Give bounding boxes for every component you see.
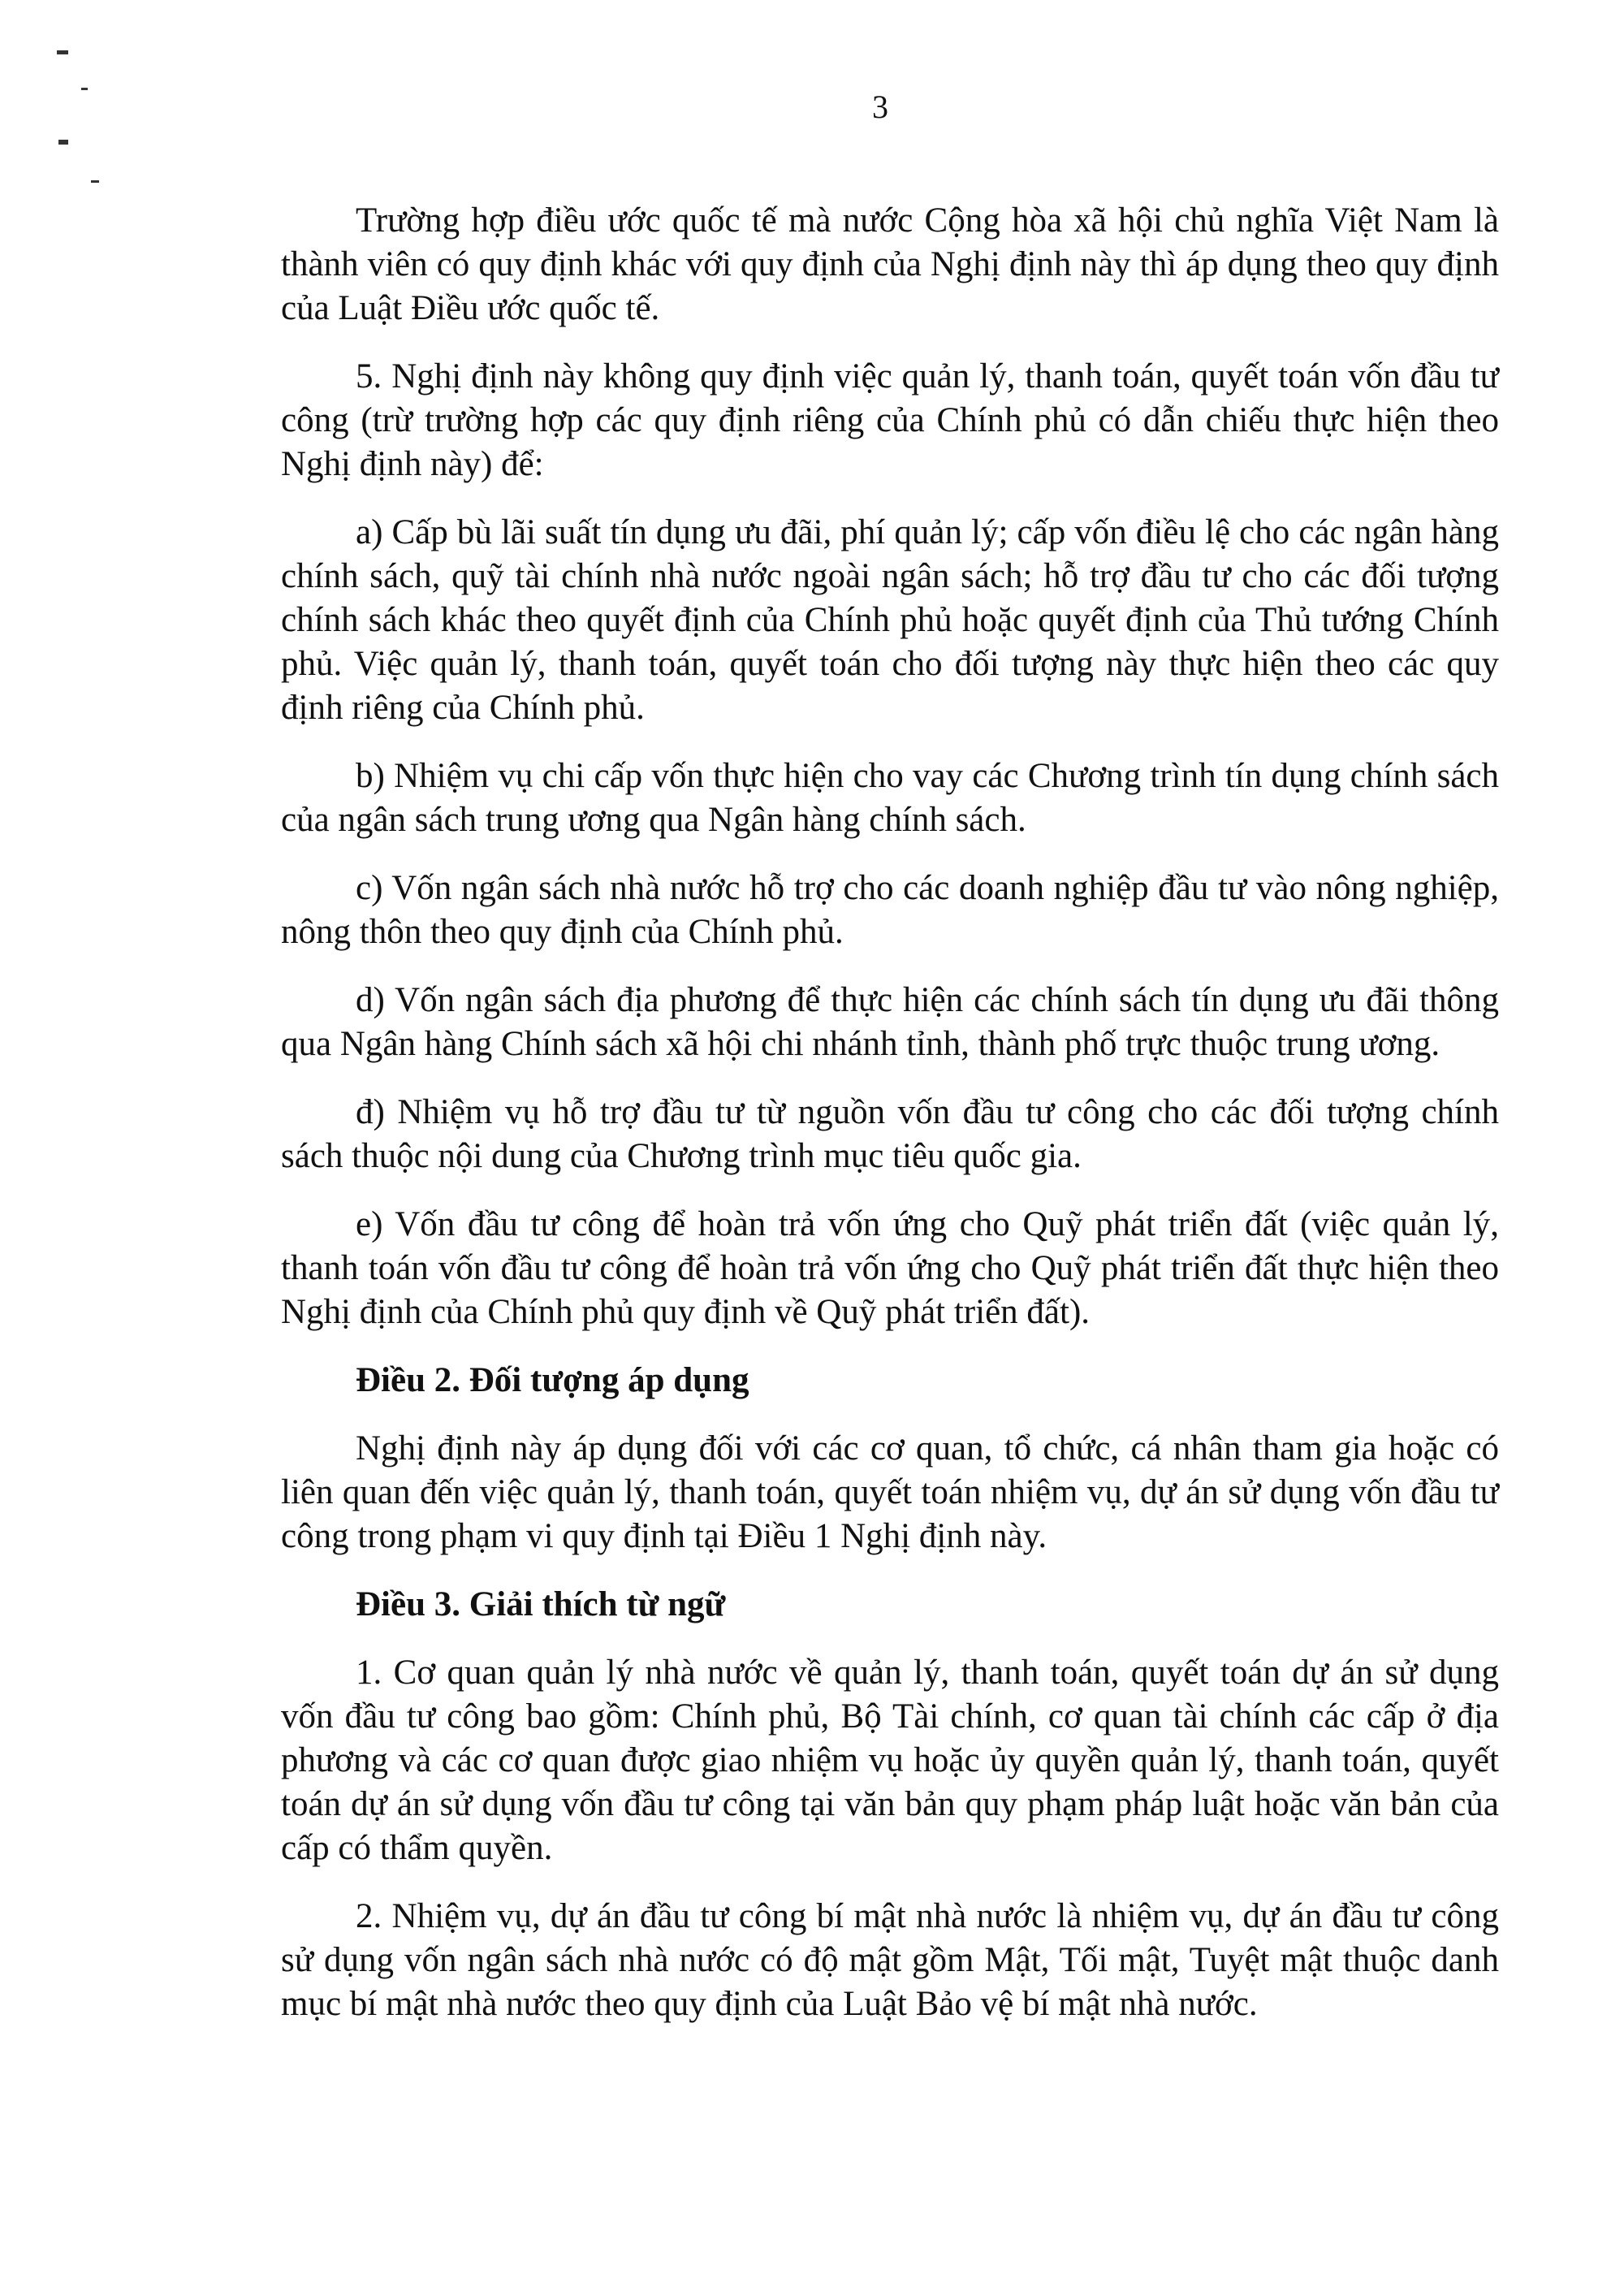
scan-mark: [57, 50, 68, 54]
article-3-item-2: 2. Nhiệm vụ, dự án đầu tư công bí mật nhà nước là nhiệm vụ, dự án đầu tư công sử dụng vốn ngân sách nhà nước có độ mật gồm Mật, Tối mật, Tuyệt mật thuộc danh mục bí mật nhà nước theo quy định của Luật Bảo vệ bí mật nhà nước.: [281, 1897, 1499, 2023]
page-number: 3: [872, 89, 888, 125]
paragraph-item-a: a) Cấp bù lãi suất tín dụng ưu đãi, phí quản lý; cấp vốn điều lệ cho các ngân hàng chính sách, quỹ tài chính nhà nước ngoài ngân sách; hỗ trợ đầu tư cho các đối tượng chính sách khác theo quyết định của Chính phủ hoặc quyết định của Thủ tướng Chính phủ. Việc quản lý, thanh toán, quyết toán cho đối tượng này thực hiện theo các quy định riêng của Chính phủ.: [281, 513, 1499, 727]
paragraph-item-b: b) Nhiệm vụ chi cấp vốn thực hiện cho vay các Chương trình tín dụng chính sách của ngân sách trung ương qua Ngân hàng chính sách.: [281, 757, 1499, 839]
paragraph-clause-5: 5. Nghị định này không quy định việc quản lý, thanh toán, quyết toán vốn đầu tư công (trừ trường hợp các quy định riêng của Chính phủ có dẫn chiếu thực hiện theo Nghị định này) để:: [281, 357, 1499, 483]
scan-mark: [91, 180, 99, 183]
article-2-heading: Điều 2. Đối tượng áp dụng: [356, 1361, 749, 1399]
paragraph-item-c: c) Vốn ngân sách nhà nước hỗ trợ cho các doanh nghiệp đầu tư vào nông nghiệp, nông thôn theo quy định của Chính phủ.: [281, 869, 1499, 951]
paragraph-item-dd: đ) Nhiệm vụ hỗ trợ đầu tư từ nguồn vốn đầu tư công cho các đối tượng chính sách thuộc nội dung của Chương trình mục tiêu quốc gia.: [281, 1093, 1499, 1175]
paragraph-item-e: e) Vốn đầu tư công để hoàn trả vốn ứng cho Quỹ phát triển đất (việc quản lý, thanh toán vốn đầu tư công để hoàn trả vốn ứng cho Quỹ phát triển đất thực hiện theo Nghị định của Chính phủ quy định về Quỹ phát triển đất).: [281, 1205, 1499, 1331]
article-3-heading: Điều 3. Giải thích từ ngữ: [356, 1585, 726, 1623]
article-2-text: Nghị định này áp dụng đối với các cơ quan, tổ chức, cá nhân tham gia hoặc có liên quan đến việc quản lý, thanh toán, quyết toán nhiệm vụ, dự án sử dụng vốn đầu tư công trong phạm vi quy định tại Điều 1 Nghị định này.: [281, 1429, 1499, 1555]
paragraph-treaty: Trường hợp điều ước quốc tế mà nước Cộng hòa xã hội chủ nghĩa Việt Nam là thành viên có quy định khác với quy định của Nghị định này thì áp dụng theo quy định của Luật Điều ước quốc tế.: [281, 201, 1499, 327]
document-body: [281, 199, 1499, 2051]
scan-mark: [58, 140, 68, 145]
article-3-item-1: 1. Cơ quan quản lý nhà nước về quản lý, thanh toán, quyết toán dự án sử dụng vốn đầu tư công bao gồm: Chính phủ, Bộ Tài chính, cơ quan tài chính các cấp ở địa phương và các cơ quan được giao nhiệm vụ hoặc ủy quyền quản lý, thanh toán, quyết toán dự án sử dụng vốn đầu tư công tại văn bản quy phạm pháp luật hoặc văn bản của cấp có thẩm quyền.: [281, 1654, 1499, 1867]
paragraph-item-d: d) Vốn ngân sách địa phương để thực hiện các chính sách tín dụng ưu đãi thông qua Ngân hàng Chính sách xã hội chi nhánh tỉnh, thành phố trực thuộc trung ương.: [281, 981, 1499, 1063]
